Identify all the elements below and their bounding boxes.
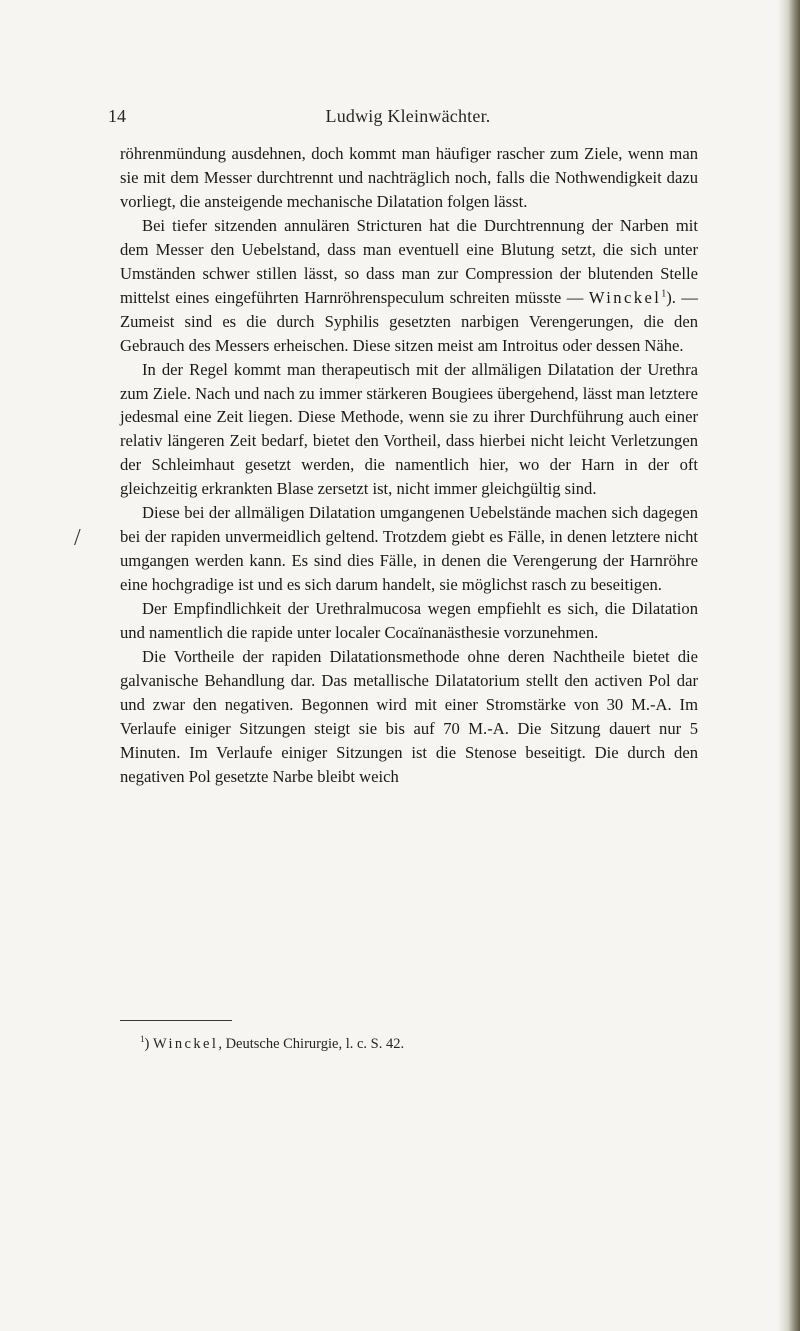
footnote-paren: ): [144, 1035, 150, 1052]
footnote-text: , Deutsche Chirurgie, l. c. S. 42.: [218, 1035, 405, 1052]
paragraph-2: [120, 214, 698, 358]
paragraph-3: In der Regel kommt man therapeutisch mit der allmäligen Dilatation der Urethra zum Ziele. Nach und nach zu immer stärkeren Bougiees übergehend, lässt man letztere jedesmal eine Zeit liegen. Diese Methode, wenn sie zu ihrer Durchführung auch einer relativ längeren Zeit bedarf, bietet den Vortheil, dass hierbei nicht leicht Verletzungen der Schleimhaut gesetzt werden, die namentlich hier, wo der Harn in der oft gleichzeitig erkrankten Blase zersetzt ist, nicht immer gleichgültig sind.: [120, 359, 698, 499]
running-title: Ludwig Kleinwächter.: [325, 106, 491, 126]
paragraph-2-text-before: Bei tiefer sitzenden annulären Stricturen hat die Durchtrennung der Narben mit dem Messer den Uebelstand, dass man eventuell eine Blutung setzt, die sich unter Umständen schwer stillen lässt, so dass man zur Compression der blutenden Stelle mittelst eines eingeführten Harnröhrenspeculum schreiten müsste —: [120, 215, 698, 307]
body-text: [120, 142, 698, 789]
page-number: 14: [108, 106, 126, 126]
paragraph-5: Der Empfindlichkeit der Urethralmucosa wegen empfiehlt es sich, die Dilatation und namentlich die rapide unter localer Cocaïnanästhesie vorzunehmen.: [120, 599, 698, 643]
margin-pencil-mark: /: [74, 525, 81, 551]
footnote-author: Winckel: [152, 1035, 219, 1052]
page-header: [108, 106, 708, 130]
footnote-divider: [120, 1020, 232, 1021]
footnote-marker: 1: [140, 1034, 145, 1044]
paragraph-2-text-after: ). — Zumeist sind es die durch Syphilis gesetzten narbigen Verengerungen, die den Gebrauch des Messers erheischen. Diese sitzen meist am Introitus oder dessen Nähe.: [120, 287, 698, 355]
author-name-winckel: Winckel: [588, 287, 662, 307]
paragraph-1: röhrenmündung ausdehnen, doch kommt man häufiger rascher zum Ziele, wenn man sie mit dem Messer durchtrennt und nachträglich noch, falls die Nothwendigkeit dazu vorliegt, die ansteigende mechanische Dilatation folgen lässt.: [120, 144, 698, 211]
paragraph-6: Die Vortheile der rapiden Dilatationsmethode ohne deren Nachtheile bietet die galvanische Behandlung dar. Das metallische Dilatatorium stellt den activen Pol dar und zwar den negativen. Begonnen wird mit einer Stromstärke von 30 M.-A. Im Verlaufe einiger Sitzungen steigt sie bis auf 70 M.-A. Die Sitzung dauert nur 5 Minuten. Im Verlaufe einiger Sitzungen ist die Stenose beseitigt. Die durch den negativen Pol gesetzte Narbe bleibt weich: [120, 647, 698, 786]
page-edge-shadow: [778, 0, 800, 1331]
footnote: [140, 1034, 700, 1053]
footnote-reference[interactable]: 1: [661, 288, 667, 300]
paragraph-4: Diese bei der allmäligen Dilatation umgangenen Uebelstände machen sich dagegen bei der rapiden unvermeidlich geltend. Trotzdem giebt es Fälle, in denen letztere nicht umgangen werden kann. Es sind dies Fälle, in denen die Verengerung der Harnröhre eine hochgradige ist und es sich darum handelt, sie möglichst rasch zu beseitigen.: [120, 503, 698, 595]
